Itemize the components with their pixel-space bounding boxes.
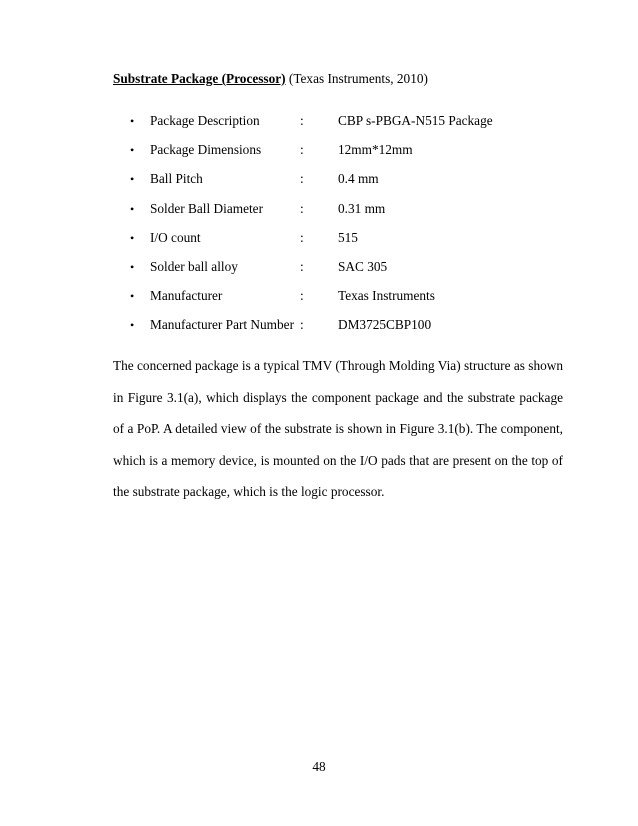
spec-value: 515 [338, 229, 358, 245]
spec-value: DM3725CBP100 [338, 317, 432, 333]
bullet-icon: • [130, 201, 135, 216]
spec-label: Manufacturer [150, 288, 223, 304]
spec-item [113, 288, 553, 317]
spec-label: I/O count [150, 229, 201, 245]
spec-label: Manufacturer Part Number [150, 317, 294, 333]
bullet-icon: • [130, 143, 135, 158]
bullet-icon: • [130, 289, 135, 304]
spec-value: SAC 305 [338, 258, 388, 274]
spec-label: Ball Pitch [150, 171, 203, 187]
spec-item [113, 171, 553, 200]
spec-item [113, 113, 553, 142]
spec-item [113, 201, 553, 230]
bullet-icon: • [130, 318, 135, 333]
spec-value: CBP s-PBGA-N515 Package [338, 113, 493, 128]
spec-separator: : [300, 113, 304, 128]
bullet-icon: • [130, 172, 135, 187]
spec-separator: : [300, 142, 304, 158]
spec-separator: : [300, 317, 304, 333]
spec-separator: : [300, 200, 304, 216]
spec-separator: : [300, 229, 304, 245]
spec-label: Solder ball alloy [150, 258, 238, 274]
bullet-icon: • [130, 259, 135, 274]
spec-value: 0.31 mm [338, 200, 386, 216]
heading-citation: (Texas Instruments, 2010) [285, 71, 428, 86]
spec-item [113, 259, 553, 288]
heading-title: Substrate Package (Processor) [113, 71, 286, 86]
spec-item [113, 317, 553, 346]
spec-item [113, 230, 553, 259]
spec-value: Texas Instruments [338, 288, 435, 304]
section-heading [113, 71, 428, 87]
spec-value: 0.4 mm [338, 171, 379, 187]
body-paragraph: The concerned package is a typical TMV (Through Molding Via) structure as shown in Figure 3.1(a), which displays the component package and the substrate package of a PoP. A detailed view of the substrate is shown in Figure 3.1(b). The component, which is a memory device, is mounted on the I/O pads that are present on the top of the substrate package, which is the logic processor. [113, 358, 563, 500]
bullet-icon: • [130, 114, 135, 128]
spec-value: 12mm*12mm [338, 142, 413, 158]
page-number: 48 [312, 759, 326, 774]
spec-separator: : [300, 288, 304, 304]
spec-separator: : [300, 171, 304, 187]
spec-separator: : [300, 258, 304, 274]
spec-list [113, 113, 553, 347]
spec-label: Package Description [150, 113, 260, 128]
bullet-icon: • [130, 230, 135, 245]
spec-item [113, 142, 553, 171]
spec-label: Solder Ball Diameter [150, 200, 263, 216]
spec-label: Package Dimensions [150, 142, 262, 158]
